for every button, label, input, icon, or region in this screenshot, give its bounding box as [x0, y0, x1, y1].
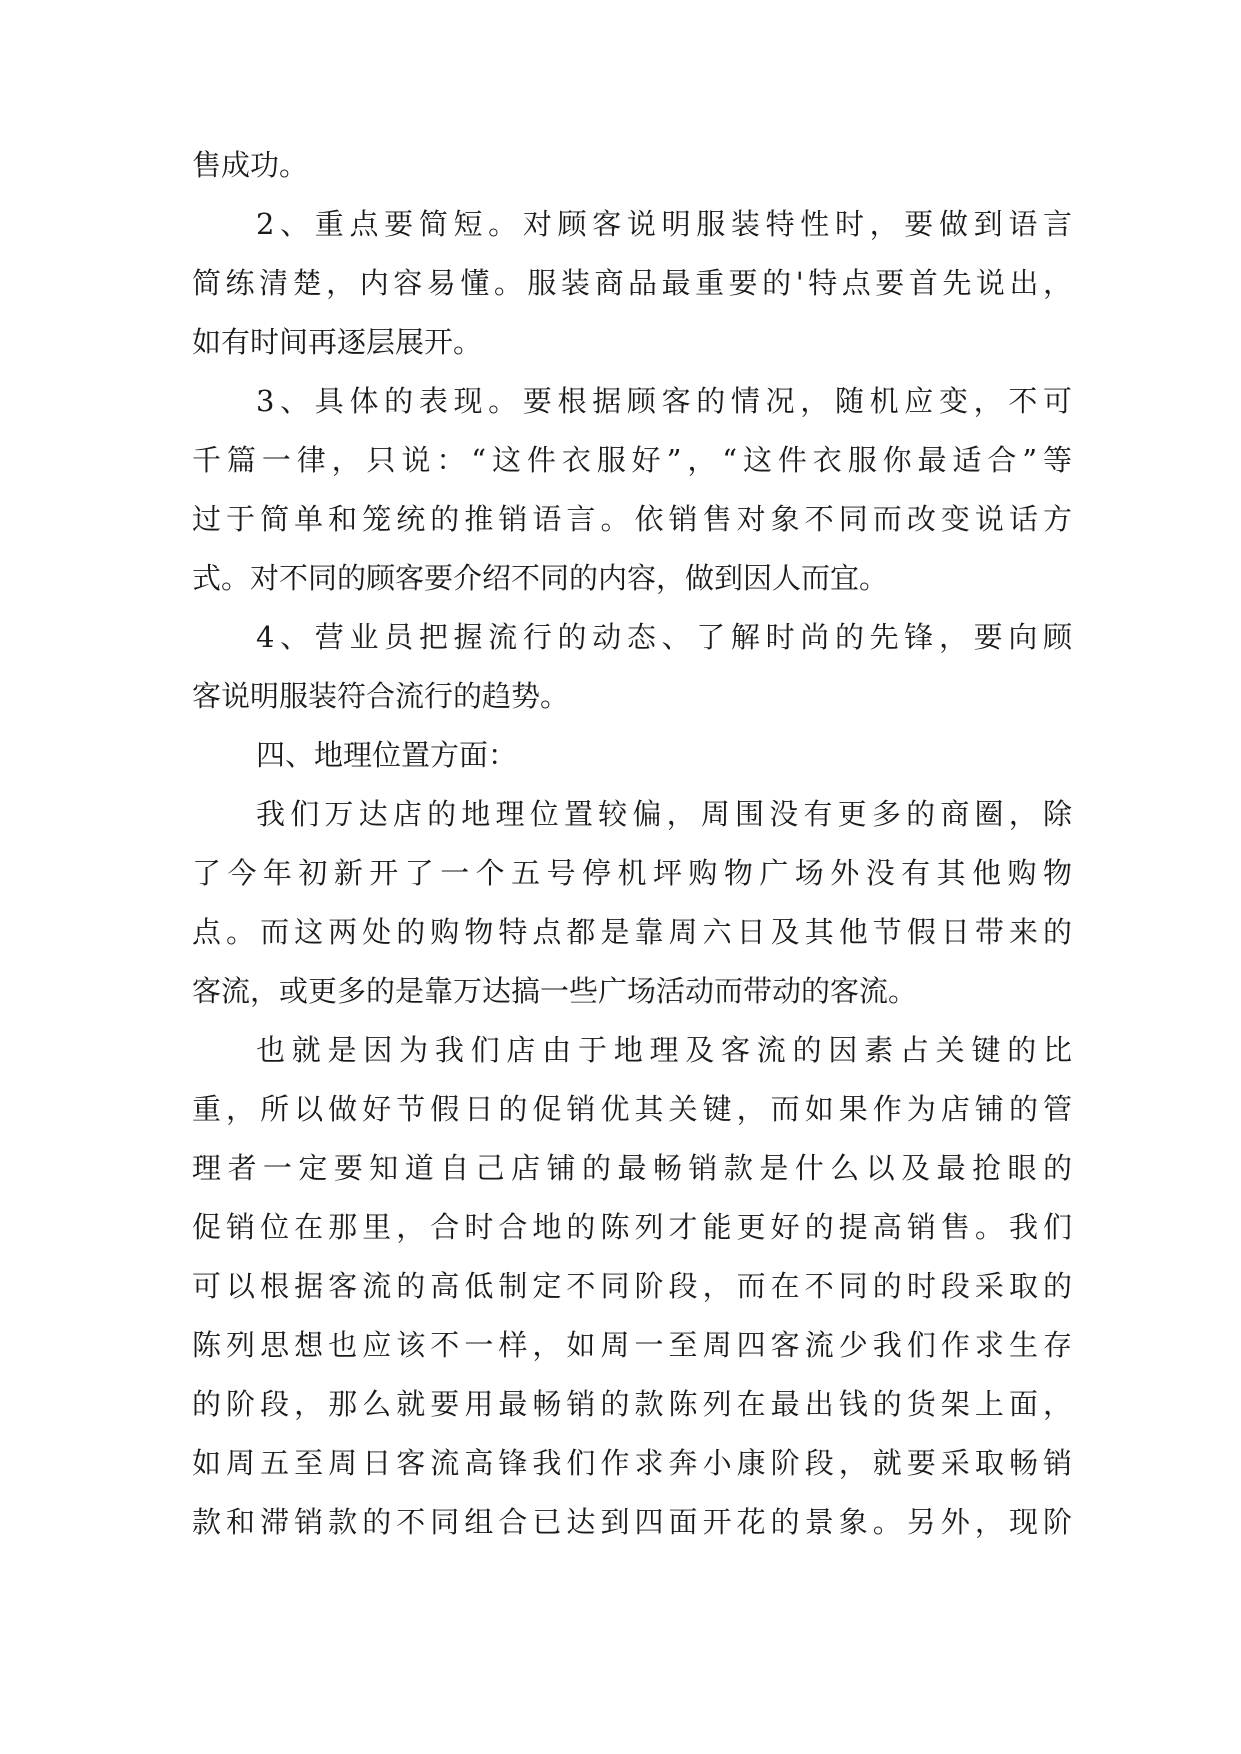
text-line: 了今年初新开了一个五号停机坪购物广场外没有其他购物	[192, 856, 1072, 890]
text-line: 也就是因为我们店由于地理及客流的因素占关键的比	[256, 1033, 1072, 1067]
text-line: 客说明服装符合流行的趋势。	[192, 679, 570, 713]
text-line: 可以根据客流的高低制定不同阶段，而在不同的时段采取的	[192, 1269, 1072, 1303]
text-line: 重，所以做好节假日的促销优其关键，而如果作为店铺的管	[192, 1092, 1072, 1126]
text-line: 2、重点要简短。对顾客说明服装特性时，要做到语言	[256, 207, 1072, 241]
text-line: 如有时间再逐层展开。	[192, 325, 483, 359]
text-line: 简练清楚，内容易懂。服装商品最重要的'特点要首先说出，	[192, 266, 1072, 300]
text-line: 理者一定要知道自己店铺的最畅销款是什么以及最抢眼的	[192, 1151, 1072, 1185]
text-line: 过于简单和笼统的推销语言。依销售对象不同而改变说话方	[192, 502, 1072, 536]
text-line: 点。而这两处的购物特点都是靠周六日及其他节假日带来的	[192, 915, 1072, 949]
text-line: 陈列思想也应该不一样，如周一至周四客流少我们作求生存	[192, 1328, 1072, 1362]
text-line: 千篇一律，只说：“这件衣服好”，“这件衣服你最适合”等	[192, 443, 1072, 477]
text-line: 如周五至周日客流高锋我们作求奔小康阶段，就要采取畅销	[192, 1446, 1072, 1480]
text-line: 3、具体的表现。要根据顾客的情况，随机应变，不可	[256, 384, 1072, 418]
text-line: 我们万达店的地理位置较偏，周围没有更多的商圈，除	[256, 797, 1072, 831]
text-line: 促销位在那里，合时合地的陈列才能更好的提高销售。我们	[192, 1210, 1072, 1244]
text-line: 4、营业员把握流行的动态、了解时尚的先锋，要向顾	[256, 620, 1072, 654]
text-line: 式。对不同的顾客要介绍不同的内容，做到因人而宜。	[192, 561, 889, 595]
text-line: 款和滞销款的不同组合已达到四面开花的景象。另外，现阶	[192, 1505, 1072, 1539]
text-line: 客流，或更多的是靠万达搞一些广场活动而带动的客流。	[192, 974, 918, 1008]
text-line: 的阶段，那么就要用最畅销的款陈列在最出钱的货架上面，	[192, 1387, 1072, 1421]
section-heading: 四、地理位置方面：	[256, 738, 518, 772]
text-line: 售成功。	[192, 148, 309, 182]
